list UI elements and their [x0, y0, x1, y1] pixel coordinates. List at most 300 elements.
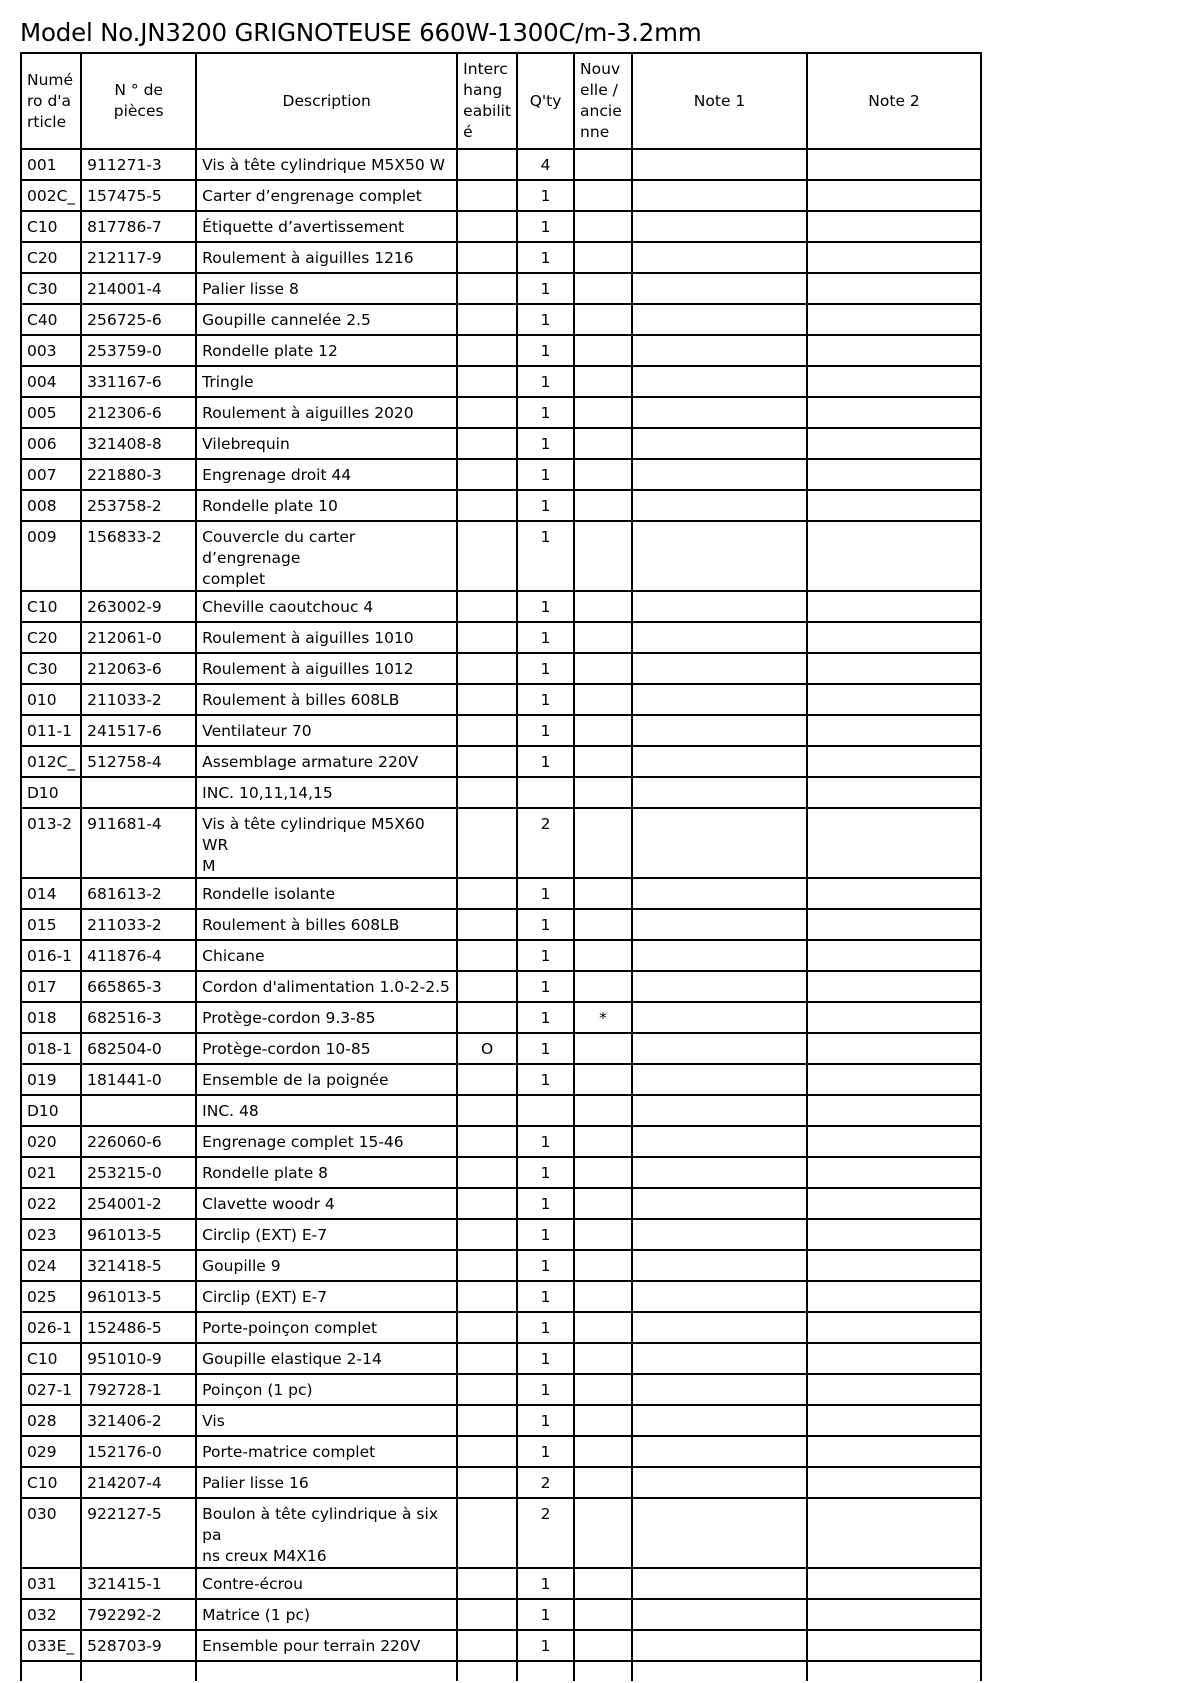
- table-row: [21, 940, 981, 971]
- description-line: Protège-cordon 10-85: [202, 1040, 371, 1058]
- cell-part-number: 226060-6: [81, 1126, 196, 1157]
- cell-item-number: 014: [21, 878, 81, 909]
- cell-note-2: [807, 1374, 981, 1405]
- cell-note-1: [632, 591, 807, 622]
- description-line: complet: [202, 570, 266, 588]
- cell-item-number: C10: [21, 211, 81, 242]
- cell-interchangeability: [457, 1343, 517, 1374]
- cell-item-number: 005: [21, 397, 81, 428]
- table-row: [21, 273, 981, 304]
- cell-part-number: 911271-3: [81, 149, 196, 180]
- cell-quantity: 1: [517, 1157, 574, 1188]
- cell-note-2: [807, 335, 981, 366]
- cell-part-number: 682504-0: [81, 1033, 196, 1064]
- table-row: [21, 653, 981, 684]
- cell-note-1: [632, 1312, 807, 1343]
- cell-interchangeability: [457, 1095, 517, 1126]
- cell-interchangeability: [457, 1281, 517, 1312]
- cell-interchangeability: [457, 1661, 517, 1681]
- cell-note-1: [632, 1095, 807, 1126]
- header-row: [21, 53, 981, 149]
- description-line: Circlip (EXT) E-7: [202, 1288, 328, 1306]
- cell-note-2: [807, 1467, 981, 1498]
- table-row: [21, 1467, 981, 1498]
- cell-new-old: [574, 1405, 632, 1436]
- description-line: Chicane: [202, 947, 265, 965]
- cell-quantity: 1: [517, 211, 574, 242]
- cell-note-1: [632, 273, 807, 304]
- cell-part-number: 682516-3: [81, 1002, 196, 1033]
- cell-note-1: [632, 1157, 807, 1188]
- cell-new-old: [574, 1281, 632, 1312]
- cell-new-old: [574, 428, 632, 459]
- cell-note-1: [632, 1033, 807, 1064]
- cell-part-number: 241517-6: [81, 715, 196, 746]
- cell-part-number: 321418-5: [81, 1250, 196, 1281]
- table-row: [21, 428, 981, 459]
- cell-note-2: [807, 1568, 981, 1599]
- cell-note-1: [632, 1188, 807, 1219]
- cell-item-number: D10: [21, 777, 81, 808]
- cell-new-old: [574, 1064, 632, 1095]
- cell-part-number: 321406-2: [81, 1405, 196, 1436]
- cell-new-old: [574, 1219, 632, 1250]
- cell-part-number: 792292-2: [81, 1599, 196, 1630]
- cell-note-2: [807, 273, 981, 304]
- cell-description: [196, 211, 457, 242]
- cell-note-2: [807, 1498, 981, 1568]
- cell-part-number: 214207-4: [81, 1467, 196, 1498]
- cell-interchangeability: [457, 1498, 517, 1568]
- cell-interchangeability: [457, 1374, 517, 1405]
- cell-item-number: 018-1: [21, 1033, 81, 1064]
- cell-part-number: 152486-5: [81, 1312, 196, 1343]
- description-line: Roulement à billes 608LB: [202, 691, 400, 709]
- cell-note-2: [807, 940, 981, 971]
- table-row: [21, 971, 981, 1002]
- cell-item-number: C20: [21, 242, 81, 273]
- cell-quantity: 1: [517, 1312, 574, 1343]
- cell-note-1: [632, 1126, 807, 1157]
- table-row: [21, 490, 981, 521]
- cell-interchangeability: [457, 808, 517, 878]
- cell-note-2: [807, 808, 981, 878]
- cell-quantity: 1: [517, 940, 574, 971]
- cell-note-1: [632, 149, 807, 180]
- cell-new-old: [574, 304, 632, 335]
- cell-part-number: 253758-2: [81, 490, 196, 521]
- cell-description: [196, 180, 457, 211]
- description-line: Matrice (1 pc): [202, 1606, 311, 1624]
- description-line: Vis: [202, 1412, 225, 1430]
- cell-quantity: 1: [517, 1374, 574, 1405]
- description-line: Goupille 9: [202, 1257, 281, 1275]
- table-row: [21, 909, 981, 940]
- cell-note-1: [632, 459, 807, 490]
- cell-part-number: 256725-6: [81, 304, 196, 335]
- cell-interchangeability: [457, 335, 517, 366]
- cell-interchangeability: [457, 1630, 517, 1661]
- cell-new-old: [574, 149, 632, 180]
- table-row: [21, 777, 981, 808]
- cell-note-2: [807, 211, 981, 242]
- cell-note-2: [807, 1002, 981, 1033]
- cell-new-old: [574, 1436, 632, 1467]
- cell-interchangeability: [457, 1250, 517, 1281]
- table-row: [21, 746, 981, 777]
- cell-interchangeability: [457, 1064, 517, 1095]
- cell-new-old: [574, 1498, 632, 1568]
- cell-item-number: 004: [21, 366, 81, 397]
- cell-interchangeability: [457, 304, 517, 335]
- cell-description: [196, 1219, 457, 1250]
- cell-description: [196, 1033, 457, 1064]
- cell-part-number: [81, 1095, 196, 1126]
- cell-new-old: *: [574, 1002, 632, 1033]
- cell-interchangeability: [457, 1219, 517, 1250]
- cell-quantity: 1: [517, 1250, 574, 1281]
- cell-part-number: 911681-4: [81, 808, 196, 878]
- cell-part-number: 212061-0: [81, 622, 196, 653]
- cell-note-2: [807, 428, 981, 459]
- description-line: Roulement à aiguilles 1012: [202, 660, 414, 678]
- cell-interchangeability: [457, 1002, 517, 1033]
- cell-note-1: [632, 335, 807, 366]
- description-line: Clavette woodr 4: [202, 1195, 335, 1213]
- cell-description: [196, 1599, 457, 1630]
- cell-part-number: 665865-3: [81, 971, 196, 1002]
- cell-item-number: 029: [21, 1436, 81, 1467]
- cell-note-2: [807, 1126, 981, 1157]
- table-row: [21, 1219, 981, 1250]
- cell-quantity: 1: [517, 1002, 574, 1033]
- cell-item-number: 033E_: [21, 1630, 81, 1661]
- cell-quantity: 1: [517, 1568, 574, 1599]
- cell-quantity: 1: [517, 1064, 574, 1095]
- cell-part-number: 214001-4: [81, 273, 196, 304]
- cell-new-old: [574, 1157, 632, 1188]
- cell-description: [196, 591, 457, 622]
- cell-note-1: [632, 521, 807, 591]
- cell-interchangeability: [457, 1467, 517, 1498]
- description-line: Porte-poinçon complet: [202, 1319, 378, 1337]
- description-line: Couvercle du carter d’engrenage: [202, 528, 356, 567]
- cell-part-number: 792728-1: [81, 1374, 196, 1405]
- description-line: Boulon à tête cylindrique à six pa: [202, 1505, 438, 1544]
- description-line: Ensemble de la poignée: [202, 1071, 389, 1089]
- cell-item-number: 013-2: [21, 808, 81, 878]
- cell-note-1: [632, 1568, 807, 1599]
- cell-note-2: [807, 1064, 981, 1095]
- cell-note-1: [632, 1250, 807, 1281]
- cell-interchangeability: [457, 397, 517, 428]
- cell-part-number: 156833-2: [81, 521, 196, 591]
- cell-note-1: [632, 1281, 807, 1312]
- cell-description: [196, 366, 457, 397]
- cell-new-old: [574, 521, 632, 591]
- cell-note-1: [632, 808, 807, 878]
- cell-note-2: [807, 397, 981, 428]
- table-row: [21, 149, 981, 180]
- cell-quantity: 1: [517, 715, 574, 746]
- cell-note-2: [807, 746, 981, 777]
- description-line: Ensemble pour terrain 220V: [202, 1637, 421, 1655]
- cell-description: [196, 653, 457, 684]
- cell-quantity: 1: [517, 490, 574, 521]
- cell-quantity: 1: [517, 1343, 574, 1374]
- cell-description: [196, 459, 457, 490]
- cell-item-number: 015: [21, 909, 81, 940]
- cell-item-number: 025: [21, 1281, 81, 1312]
- cell-description: [196, 242, 457, 273]
- cell-quantity: 2: [517, 1498, 574, 1568]
- table-row: [21, 684, 981, 715]
- table-row-cutoff: [21, 1661, 981, 1681]
- description-line: Engrenage complet 15-46: [202, 1133, 404, 1151]
- description-line: ns creux M4X16: [202, 1547, 327, 1565]
- cell-part-number: 212306-6: [81, 397, 196, 428]
- header-interchangeability: Interc hang eabilit é: [457, 53, 517, 149]
- cell-description: [196, 1064, 457, 1095]
- cell-note-2: [807, 149, 981, 180]
- cell-item-number: 017: [21, 971, 81, 1002]
- cell-interchangeability: [457, 1188, 517, 1219]
- cell-interchangeability: [457, 1436, 517, 1467]
- cell-interchangeability: [457, 1157, 517, 1188]
- cell-note-1: [632, 211, 807, 242]
- cell-quantity: 1: [517, 1436, 574, 1467]
- cell-note-1: [632, 1002, 807, 1033]
- description-line: Vis à tête cylindrique M5X50 W: [202, 156, 445, 174]
- description-line: Étiquette d’avertissement: [202, 218, 405, 236]
- cell-description: [196, 971, 457, 1002]
- description-line: Protège-cordon 9.3-85: [202, 1009, 376, 1027]
- cell-interchangeability: [457, 459, 517, 490]
- cell-new-old: [574, 777, 632, 808]
- cell-item-number: 028: [21, 1405, 81, 1436]
- cell-item-number: 032: [21, 1599, 81, 1630]
- cell-item-number: 003: [21, 335, 81, 366]
- cell-part-number: 321408-8: [81, 428, 196, 459]
- table-row: [21, 459, 981, 490]
- cell-note-1: [632, 684, 807, 715]
- cell-note-2: [807, 1405, 981, 1436]
- cell-item-number: D10: [21, 1095, 81, 1126]
- cell-description: [196, 1250, 457, 1281]
- cell-new-old: [574, 1630, 632, 1661]
- cell-new-old: [574, 971, 632, 1002]
- cell-interchangeability: [457, 1568, 517, 1599]
- cell-note-2: [807, 1095, 981, 1126]
- cell-part-number: 157475-5: [81, 180, 196, 211]
- cell-part-number: 528703-9: [81, 1630, 196, 1661]
- cell-description: [196, 909, 457, 940]
- cell-interchangeability: [457, 591, 517, 622]
- cell-quantity: 1: [517, 428, 574, 459]
- cell-part-number: 221880-3: [81, 459, 196, 490]
- cell-quantity: 1: [517, 909, 574, 940]
- cell-interchangeability: [457, 211, 517, 242]
- table-row: [21, 180, 981, 211]
- cell-quantity: [517, 777, 574, 808]
- cell-description: [196, 878, 457, 909]
- cell-note-2: [807, 971, 981, 1002]
- cell-quantity: 1: [517, 622, 574, 653]
- description-line: Roulement à aiguilles 1010: [202, 629, 414, 647]
- cell-note-2: [807, 521, 981, 591]
- cell-note-2: [807, 715, 981, 746]
- cell-part-number: 817786-7: [81, 211, 196, 242]
- cell-quantity: 1: [517, 746, 574, 777]
- cell-note-1: [632, 242, 807, 273]
- cell-quantity: 1: [517, 335, 574, 366]
- cell-part-number: [81, 777, 196, 808]
- cell-note-1: [632, 428, 807, 459]
- cell-quantity: 1: [517, 878, 574, 909]
- header-part-number: N ° de pièces: [81, 53, 196, 149]
- cell-note-1: [632, 1343, 807, 1374]
- cell-interchangeability: [457, 878, 517, 909]
- cell-quantity: 1: [517, 971, 574, 1002]
- cell-quantity: 1: [517, 1126, 574, 1157]
- description-line: Palier lisse 8: [202, 280, 299, 298]
- description-line: Ventilateur 70: [202, 722, 312, 740]
- header-quantity: Q'ty: [517, 53, 574, 149]
- cell-quantity: 1: [517, 366, 574, 397]
- cell-description: [196, 397, 457, 428]
- description-line: Roulement à aiguilles 2020: [202, 404, 414, 422]
- cell-description: [196, 273, 457, 304]
- cell-interchangeability: [457, 746, 517, 777]
- cell-description: [196, 1281, 457, 1312]
- header-item-number: Numé ro d'a rticle: [21, 53, 81, 149]
- cell-note-1: [632, 1661, 807, 1681]
- cell-note-1: [632, 490, 807, 521]
- cell-note-1: [632, 878, 807, 909]
- cell-item-number: C20: [21, 622, 81, 653]
- cell-interchangeability: [457, 653, 517, 684]
- cell-part-number: 681613-2: [81, 878, 196, 909]
- header-note-2: Note 2: [807, 53, 981, 149]
- description-line: Vilebrequin: [202, 435, 290, 453]
- cell-note-1: [632, 1498, 807, 1568]
- cell-item-number: [21, 1661, 81, 1681]
- table-row: [21, 1436, 981, 1467]
- cell-quantity: 1: [517, 1599, 574, 1630]
- cell-interchangeability: [457, 777, 517, 808]
- cell-quantity: 2: [517, 1467, 574, 1498]
- cell-description: [196, 1436, 457, 1467]
- cell-item-number: C10: [21, 591, 81, 622]
- cell-quantity: 1: [517, 1405, 574, 1436]
- parts-table: [20, 52, 982, 1681]
- cell-new-old: [574, 1343, 632, 1374]
- cell-description: [196, 1568, 457, 1599]
- cell-new-old: [574, 909, 632, 940]
- document-title: Model No.JN3200 GRIGNOTEUSE 660W-1300C/m-3.2mm: [20, 18, 702, 47]
- cell-new-old: [574, 1095, 632, 1126]
- header-new-old: Nouv elle / ancie nne: [574, 53, 632, 149]
- description-line: Rondelle plate 8: [202, 1164, 329, 1182]
- cell-description: [196, 746, 457, 777]
- cell-note-1: [632, 653, 807, 684]
- cell-new-old: [574, 1568, 632, 1599]
- table-row: [21, 1343, 981, 1374]
- cell-interchangeability: [457, 366, 517, 397]
- cell-part-number: 263002-9: [81, 591, 196, 622]
- cell-note-1: [632, 971, 807, 1002]
- cell-new-old: [574, 1661, 632, 1681]
- cell-note-1: [632, 1599, 807, 1630]
- table-row: [21, 1281, 981, 1312]
- cell-item-number: C30: [21, 273, 81, 304]
- cell-description: [196, 1343, 457, 1374]
- cell-part-number: 152176-0: [81, 1436, 196, 1467]
- description-line: Tringle: [202, 373, 254, 391]
- cell-note-2: [807, 366, 981, 397]
- cell-item-number: 020: [21, 1126, 81, 1157]
- cell-new-old: [574, 273, 632, 304]
- cell-description: [196, 1188, 457, 1219]
- cell-note-1: [632, 180, 807, 211]
- cell-quantity: 1: [517, 1281, 574, 1312]
- cell-item-number: C10: [21, 1467, 81, 1498]
- cell-new-old: [574, 591, 632, 622]
- cell-note-2: [807, 1661, 981, 1681]
- cell-new-old: [574, 366, 632, 397]
- cell-note-2: [807, 684, 981, 715]
- cell-interchangeability: [457, 622, 517, 653]
- cell-quantity: 1: [517, 684, 574, 715]
- cell-part-number: 512758-4: [81, 746, 196, 777]
- cell-item-number: 024: [21, 1250, 81, 1281]
- cell-new-old: [574, 1126, 632, 1157]
- cell-new-old: [574, 459, 632, 490]
- description-line: Cheville caoutchouc 4: [202, 598, 374, 616]
- cell-part-number: 253759-0: [81, 335, 196, 366]
- cell-item-number: 021: [21, 1157, 81, 1188]
- description-line: Contre-écrou: [202, 1575, 303, 1593]
- cell-quantity: 1: [517, 397, 574, 428]
- description-line: Assemblage armature 220V: [202, 753, 419, 771]
- cell-description: [196, 1405, 457, 1436]
- cell-new-old: [574, 1312, 632, 1343]
- table-row: [21, 1188, 981, 1219]
- cell-item-number: 027-1: [21, 1374, 81, 1405]
- cell-description: [196, 149, 457, 180]
- table-row: [21, 335, 981, 366]
- description-line: Engrenage droit 44: [202, 466, 352, 484]
- cell-item-number: 002C_: [21, 180, 81, 211]
- cell-interchangeability: [457, 940, 517, 971]
- cell-quantity: [517, 1661, 574, 1681]
- cell-note-1: [632, 622, 807, 653]
- cell-note-2: [807, 653, 981, 684]
- cell-item-number: 008: [21, 490, 81, 521]
- cell-interchangeability: [457, 149, 517, 180]
- cell-note-2: [807, 1436, 981, 1467]
- cell-part-number: 331167-6: [81, 366, 196, 397]
- cell-note-1: [632, 397, 807, 428]
- cell-part-number: 212063-6: [81, 653, 196, 684]
- cell-note-2: [807, 459, 981, 490]
- cell-item-number: 031: [21, 1568, 81, 1599]
- cell-interchangeability: [457, 242, 517, 273]
- header-note-1: Note 1: [632, 53, 807, 149]
- cell-part-number: 253215-0: [81, 1157, 196, 1188]
- cell-item-number: 023: [21, 1219, 81, 1250]
- cell-description: [196, 1312, 457, 1343]
